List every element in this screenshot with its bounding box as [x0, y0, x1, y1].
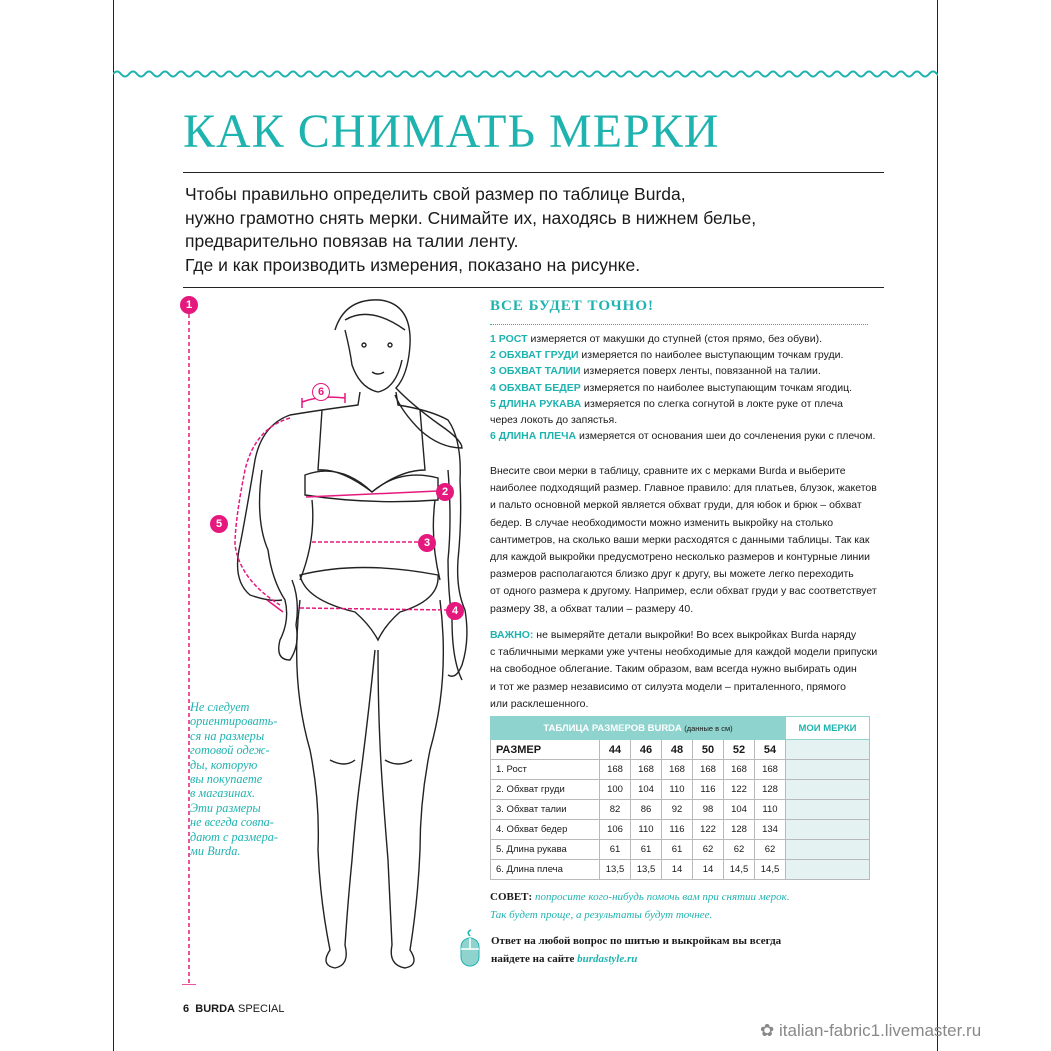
value-cell: 116: [693, 780, 724, 800]
intro-line: Чтобы правильно определить свой размер по таблице Burda,: [185, 184, 686, 204]
marker-4: 4: [446, 602, 464, 620]
my-measurement-cell[interactable]: [786, 820, 870, 840]
paragraph-line: от одного размера к другому. Например, если обхват груди у вас соответствует: [490, 585, 877, 598]
table-row: [491, 840, 870, 860]
definition-item: [490, 331, 890, 347]
value-cell: 14,5: [724, 860, 755, 880]
definition-item: [490, 428, 890, 444]
my-measurements-header: МОИ МЕРКИ: [786, 717, 870, 740]
definition-text: измеряется по наиболее выступающим точкам груди.: [578, 349, 844, 362]
table-header-row: [491, 717, 870, 740]
side-note-line: ми Burda.: [190, 844, 241, 859]
definition-text: измеряется поверх ленты, повязанной на талии.: [580, 365, 821, 378]
value-cell: 62: [755, 840, 786, 860]
intro-rule: [183, 287, 884, 288]
size-cell: 44: [600, 740, 631, 760]
size-cell: 54: [755, 740, 786, 760]
value-cell: 106: [600, 820, 631, 840]
side-note-line: ды, которую: [190, 757, 258, 772]
definitions-list: [490, 331, 890, 444]
definition-item: [490, 396, 890, 412]
table-title-note: (данные в см): [684, 723, 733, 733]
page-footer: [183, 1003, 285, 1015]
table-row: [491, 820, 870, 840]
paragraph-line: размеру 38, а обхват талии – размеру 40.: [490, 602, 694, 615]
table-row: [491, 780, 870, 800]
paragraph-line: бедер. В случае необходимости можно изменить выкройку на столько: [490, 516, 834, 529]
paragraph-line: Внесите свои мерки в таблицу, сравните их с мерками Burda и выберите: [490, 465, 846, 477]
side-note-line: Не следует: [190, 700, 250, 714]
intro-line: нужно грамотно снять мерки. Снимайте их, находясь в нижнем белье,: [185, 207, 757, 228]
tip-key: СОВЕТ:: [490, 891, 533, 903]
definition-item: [490, 412, 890, 428]
value-cell: 128: [755, 780, 786, 800]
value-cell: 168: [600, 760, 631, 780]
side-note-line: ся на размеры: [190, 728, 265, 743]
value-cell: 122: [724, 780, 755, 800]
table-row: [491, 800, 870, 820]
side-note-line: ориентировать-: [190, 714, 278, 729]
side-note: [190, 700, 300, 858]
definition-text: измеряется по наиболее выступающим точкам ягодиц.: [580, 381, 853, 394]
marker-2: 2: [436, 483, 454, 501]
answer-line: [491, 951, 821, 969]
size-label: РАЗМЕР: [491, 740, 600, 760]
side-note-line: дают с размера-: [190, 829, 279, 844]
section-title: ВСЕ БУДЕТ ТОЧНО!: [490, 298, 654, 314]
marker-5: 5: [210, 515, 228, 533]
intro-line: Где и как производить измерения, показано на рисунке.: [185, 254, 641, 275]
paragraph-line: на свободное облегание. Таким образом, вам всегда нужно выбирать один: [490, 663, 857, 676]
definition-item: [490, 380, 890, 396]
answer-block: [491, 933, 821, 968]
website-link[interactable]: burdastyle.ru: [577, 952, 638, 965]
watermark: [760, 1021, 981, 1041]
table-row: [491, 860, 870, 880]
value-cell: 110: [631, 820, 662, 840]
paragraph-line: и пальто основной меркой является обхват груди, для юбок и брюк – обхват: [490, 499, 862, 512]
table-row: [491, 740, 870, 760]
watermark-text: italian-fabric1.livemaster.ru: [778, 1021, 982, 1040]
table-row: [491, 760, 870, 780]
definition-key: 5 ДЛИНА РУКАВА: [490, 397, 582, 410]
table-title: ТАБЛИЦА РАЗМЕРОВ BURDA: [543, 722, 682, 734]
paragraph-line: для каждой выкройки предусмотрено несколько размеров и контурные линии: [490, 551, 870, 564]
page-left-edge: [113, 0, 114, 1051]
value-cell: 13,5: [631, 860, 662, 880]
paragraph-line: размеров располагаются близко друг к другу, вы можете легко переходить: [490, 568, 854, 581]
value-cell: 104: [724, 800, 755, 820]
my-measurement-cell[interactable]: [786, 860, 870, 880]
definition-text: через локоть до запястья.: [490, 414, 618, 427]
my-measurement-cell[interactable]: [786, 840, 870, 860]
definition-item: [490, 363, 890, 379]
side-note-line: Эти размеры: [190, 800, 261, 815]
size-cell: 48: [662, 740, 693, 760]
value-cell: 61: [631, 840, 662, 860]
table-title-cell: [491, 717, 786, 740]
tip-block: [490, 889, 870, 924]
definition-key: 3 ОБХВАТ ТАЛИИ: [490, 365, 581, 378]
size-table: [490, 716, 870, 880]
value-cell: 14: [662, 860, 693, 880]
tip-line: Так будет проще, а результаты будут точнее.: [490, 908, 713, 921]
answer-line: Ответ на любой вопрос по шитью и выкройкам вы всегда: [491, 935, 782, 947]
definition-text: измеряется от основания шеи до сочленения руки с плечом.: [576, 430, 876, 443]
row-label: 3. Обхват талии: [491, 800, 600, 820]
paragraph-line: или расклешенного.: [490, 697, 589, 710]
important-key: ВАЖНО:: [490, 629, 534, 641]
value-cell: 134: [755, 820, 786, 840]
intro-line: предварительно повязав на талии ленту.: [185, 231, 519, 251]
row-label: 2. Обхват груди: [491, 780, 600, 800]
definition-key: 6 ДЛИНА ПЛЕЧА: [490, 430, 577, 443]
page-title: КАК СНИМАТЬ МЕРКИ: [183, 105, 720, 158]
value-cell: 168: [693, 760, 724, 780]
value-cell: 14,5: [755, 860, 786, 880]
marker-6: 6: [312, 383, 330, 401]
value-cell: 116: [662, 820, 693, 840]
page-right-edge: [937, 0, 938, 1051]
value-cell: 122: [693, 820, 724, 840]
value-cell: 168: [755, 760, 786, 780]
paragraph-line: с табличными мерками уже учтены необходимые для каждой модели припуски: [490, 646, 878, 659]
value-cell: 110: [662, 780, 693, 800]
value-cell: 62: [693, 840, 724, 860]
tip-line: [490, 889, 870, 907]
decorative-wave-line: [113, 68, 938, 80]
important-paragraph: [490, 627, 880, 713]
footer-brand: BURDA: [195, 1003, 235, 1015]
value-cell: 98: [693, 800, 724, 820]
my-measurement-cell[interactable]: [786, 740, 870, 760]
mouse-icon: [458, 928, 484, 968]
definition-key: 4 ОБХВАТ БЕДЕР: [490, 381, 581, 394]
definition-text: измеряется от макушки до ступней (стоя прямо, без обуви).: [527, 333, 823, 345]
value-cell: 168: [631, 760, 662, 780]
my-measurement-cell[interactable]: [786, 780, 870, 800]
value-cell: 82: [600, 800, 631, 820]
body-measurement-figure: [180, 295, 490, 985]
footer-brand-suffix: SPECIAL: [238, 1003, 285, 1015]
paragraph-line: наиболее подходящий размер. Главное правило: для платьев, блузок, жакетов: [490, 482, 877, 495]
definition-key: 1 РОСТ: [490, 333, 528, 345]
instructions-paragraph: [490, 463, 880, 618]
value-cell: 104: [631, 780, 662, 800]
my-measurement-cell[interactable]: [786, 760, 870, 780]
value-cell: 100: [600, 780, 631, 800]
definition-text: измеряется по слегка согнутой в локте руке от плеча: [581, 397, 843, 410]
value-cell: 168: [724, 760, 755, 780]
value-cell: 13,5: [600, 860, 631, 880]
row-label: 4. Обхват бедер: [491, 820, 600, 840]
my-measurement-cell[interactable]: [786, 800, 870, 820]
tip-text: попросите кого-нибудь помочь вам при снятии мерок.: [532, 891, 790, 903]
row-label: 6. Длина плеча: [491, 860, 600, 880]
size-cell: 52: [724, 740, 755, 760]
value-cell: 128: [724, 820, 755, 840]
marker-3: 3: [418, 534, 436, 552]
value-cell: 110: [755, 800, 786, 820]
paragraph-line: и тот же размер независимо от силуэта модели – приталенного, прямого: [490, 680, 846, 693]
answer-text: найдете на сайте: [491, 952, 578, 965]
value-cell: 14: [693, 860, 724, 880]
value-cell: 62: [724, 840, 755, 860]
title-rule: [183, 172, 884, 173]
size-cell: 50: [693, 740, 724, 760]
paragraph-line: сантиметров, на сколько ваши мерки расходятся с данными таблицы. Так как: [490, 533, 870, 546]
value-cell: 61: [600, 840, 631, 860]
marker-1: 1: [180, 296, 198, 314]
side-note-line: не всегда совпа-: [190, 815, 274, 830]
page-number: 6: [183, 1003, 190, 1015]
definition-item: [490, 347, 890, 363]
row-label: 1. Рост: [491, 760, 600, 780]
row-label: 5. Длина рукава: [491, 840, 600, 860]
value-cell: 92: [662, 800, 693, 820]
value-cell: 86: [631, 800, 662, 820]
side-note-line: вы покупаете: [190, 772, 263, 787]
side-note-line: в магазинах.: [190, 786, 256, 801]
value-cell: 61: [662, 840, 693, 860]
paragraph-line: [490, 627, 880, 644]
size-cell: 46: [631, 740, 662, 760]
intro-text: [185, 183, 875, 277]
flower-icon: ✿: [760, 1021, 775, 1040]
section-dotted-rule: [490, 324, 868, 325]
value-cell: 168: [662, 760, 693, 780]
definition-key: 2 ОБХВАТ ГРУДИ: [490, 349, 579, 362]
important-text: не вымеряйте детали выкройки! Во всех выкройках Burda наряду: [533, 629, 857, 641]
side-note-line: готовой одеж-: [190, 743, 270, 758]
